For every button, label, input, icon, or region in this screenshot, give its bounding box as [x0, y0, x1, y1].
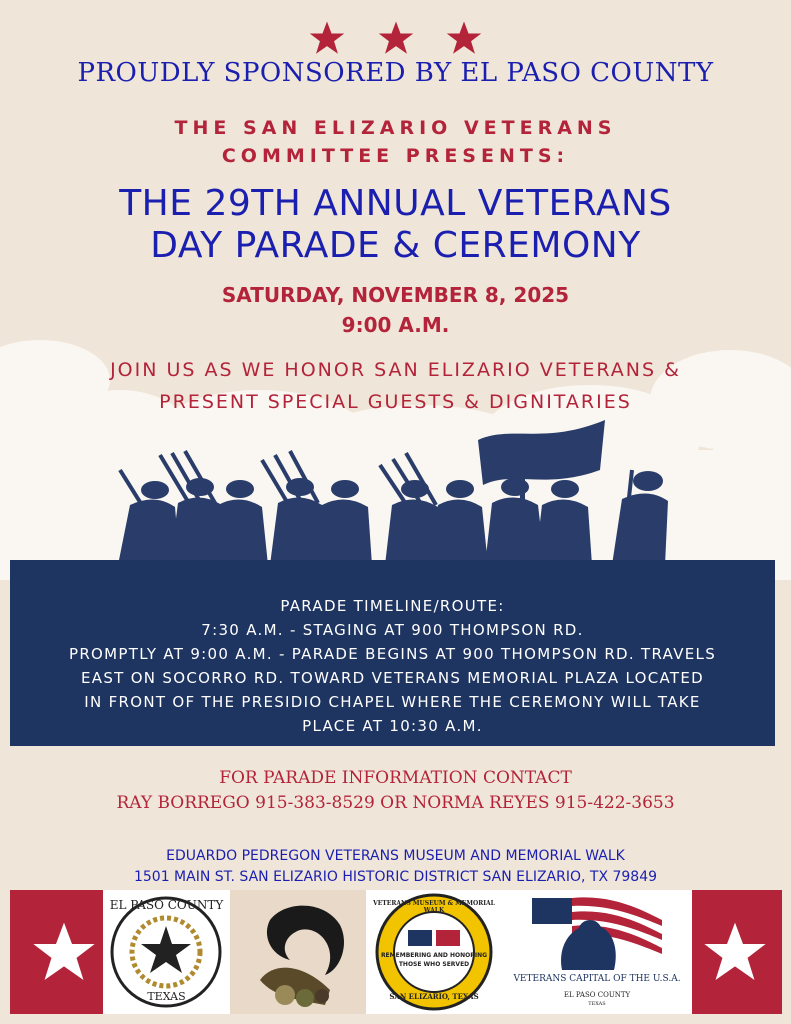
cornucopia-icon [230, 890, 366, 1014]
timeline-heading: PARADE TIMELINE/ROUTE: [280, 597, 505, 615]
el-paso-county-seal [103, 890, 230, 1014]
event-title [0, 183, 791, 267]
museum-seal-motto: THOSE WHO SERVED [398, 961, 470, 968]
title-line: THE 29TH ANNUAL VETERANS [119, 183, 672, 224]
museum-address [0, 846, 791, 888]
star-icon [309, 20, 345, 56]
museum-seal-top: VETERANS MUSEUM & MEMORIAL WALK [373, 900, 495, 914]
county-seal-top: EL PASO COUNTY [109, 898, 224, 912]
committee-presents [0, 114, 791, 170]
cornucopia-logo [230, 890, 366, 1014]
museum-street: 1501 MAIN ST. SAN ELIZARIO HISTORIC DISTRICT SAN ELIZARIO, TX 79849 [133, 869, 658, 885]
sponsor-heading: PROUDLY SPONSORED BY EL PASO COUNTY [77, 58, 714, 88]
sponsor-logo-strip [10, 890, 782, 1014]
veterans-capital-state: TEXAS [588, 1001, 606, 1007]
museum-seal-bottom: SAN ELIZARIO, TEXAS [389, 992, 479, 1001]
contact-info [0, 766, 791, 816]
parade-timeline [10, 594, 775, 738]
event-date-time [0, 280, 791, 340]
timeline-line: IN FRONT OF THE PRESIDIO CHAPEL WHERE THE CEREMONY WILL TAKE [84, 693, 701, 711]
american-flag-icon [478, 420, 605, 485]
honor-line: PRESENT SPECIAL GUESTS & DIGNITARIES [159, 391, 632, 413]
museum-seal-motto: REMEMBERING AND HONORING [380, 952, 488, 959]
timeline-line: EAST ON SOCORRO RD. TOWARD VETERANS MEMORIAL PLAZA LOCATED [81, 669, 704, 687]
top-stars [0, 20, 791, 61]
veterans-capital-title: VETERANS CAPITAL OF THE U.S.A. [513, 974, 681, 984]
honor-message [0, 354, 791, 418]
veterans-capital-logo [502, 890, 692, 1014]
committee-line: COMMITTEE PRESENTS: [221, 145, 570, 167]
star-icon [378, 20, 414, 56]
contact-heading: FOR PARADE INFORMATION CONTACT [219, 768, 572, 788]
county-seal-bottom: TEXAS [147, 990, 186, 1003]
timeline-line: PROMPTLY AT 9:00 A.M. - PARADE BEGINS AT 900 THOMPSON RD. TRAVELS [68, 645, 717, 663]
event-time: 9:00 A.M. [341, 313, 450, 337]
star-icon [703, 920, 767, 984]
contact-names: RAY BORREGO 915-383-8529 OR NORMA REYES 915-422-3653 [116, 793, 675, 813]
committee-line: THE SAN ELIZARIO VETERANS [174, 117, 617, 139]
star-icon [32, 920, 96, 984]
museum-name: EDUARDO PEDREGON VETERANS MUSEUM AND MEMORIAL WALK [166, 848, 625, 864]
timeline-line: 7:30 A.M. - STAGING AT 900 THOMPSON RD. [201, 621, 584, 639]
title-line: DAY PARADE & CEREMONY [150, 225, 641, 266]
veterans-museum-seal [366, 890, 502, 1014]
star-icon [446, 20, 482, 56]
marching-soldiers-silhouette [0, 415, 791, 565]
veterans-capital-county: EL PASO COUNTY [563, 991, 631, 999]
timeline-line: PLACE AT 10:30 A.M. [302, 717, 483, 735]
event-date: SATURDAY, NOVEMBER 8, 2025 [221, 283, 570, 307]
honor-line: JOIN US AS WE HONOR SAN ELIZARIO VETERANS & [110, 359, 681, 381]
